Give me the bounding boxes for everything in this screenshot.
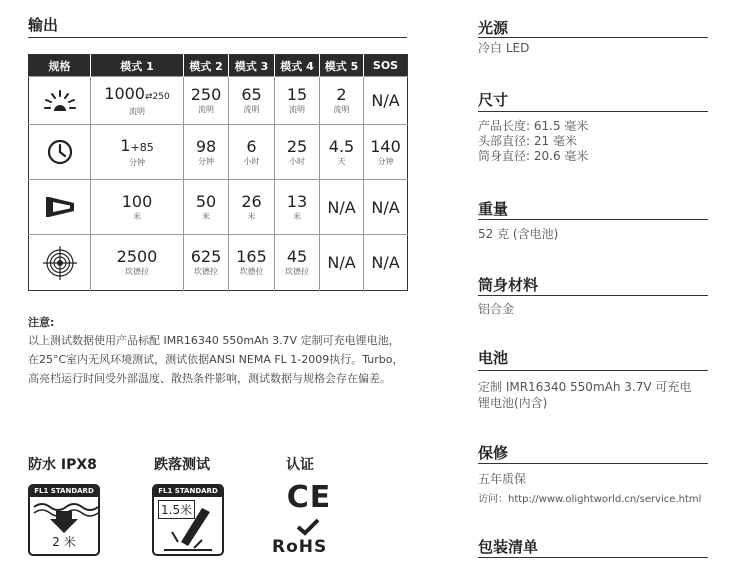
warranty-link[interactable]: 访问：http://www.olightworld.cn/service.html xyxy=(478,494,702,505)
header-sos: SOS xyxy=(364,55,408,77)
weight-title: 重量 xyxy=(478,200,509,218)
divider xyxy=(478,219,708,220)
divider xyxy=(478,557,708,558)
clock-icon xyxy=(29,125,91,180)
cell: 45 坎德拉 xyxy=(275,235,320,291)
header-mode-5: 模式 5 xyxy=(320,55,364,77)
divider xyxy=(478,111,708,112)
header-mode-1: 模式 1 xyxy=(91,55,184,77)
divider xyxy=(478,463,708,464)
table-row xyxy=(29,77,408,125)
header-mode-2: 模式 2 xyxy=(184,55,229,77)
waterproof-title: 防水 IPX8 xyxy=(28,457,97,473)
brightness-icon xyxy=(29,77,91,125)
header-mode-3: 模式 3 xyxy=(229,55,275,77)
table-row xyxy=(29,180,408,235)
drop-height: 1.5米 xyxy=(158,500,195,519)
table-header-row xyxy=(29,55,408,77)
waterproof-badge xyxy=(28,484,100,556)
size-head-diameter: 头部直径: 21 毫米 xyxy=(478,134,577,148)
material-value: 铝合金 xyxy=(478,302,515,316)
notes-title: 注意: xyxy=(28,316,55,329)
cell: 15 流明 xyxy=(275,77,320,125)
drop-badge-header: FL1 STANDARD xyxy=(154,486,222,497)
cell: 50 米 xyxy=(184,180,229,235)
cell: N/A xyxy=(364,235,408,291)
water-drop-icon xyxy=(30,497,98,535)
size-body-diameter: 筒身直径: 20.6 毫米 xyxy=(478,149,589,163)
divider xyxy=(478,370,708,371)
divider xyxy=(478,37,708,38)
cell: 6 小时 xyxy=(229,125,275,180)
material-title: 筒身材料 xyxy=(478,276,539,294)
cell: N/A xyxy=(364,180,408,235)
header-mode-4: 模式 4 xyxy=(275,55,320,77)
cell: 2500 坎德拉 xyxy=(91,235,184,291)
cell: 625 坎德拉 xyxy=(184,235,229,291)
cell: N/A xyxy=(364,77,408,125)
cell: 65 流明 xyxy=(229,77,275,125)
warranty-title: 保修 xyxy=(478,444,509,462)
light-source-title: 光源 xyxy=(478,19,509,37)
size-length: 产品长度: 61.5 毫米 xyxy=(478,119,589,133)
output-divider xyxy=(28,37,407,38)
package-title: 包装清单 xyxy=(478,538,539,556)
output-title: 输出 xyxy=(28,16,59,34)
beam-distance-icon xyxy=(29,180,91,235)
table-row xyxy=(29,235,408,291)
cell: 250 流明 xyxy=(184,77,229,125)
waterproof-badge-header: FL1 STANDARD xyxy=(30,486,98,497)
cell: N/A xyxy=(320,180,364,235)
drop-test-badge xyxy=(152,484,224,556)
cell: 1+85 分钟 xyxy=(91,125,184,180)
ce-mark-icon: CE xyxy=(286,480,332,515)
cell: N/A xyxy=(320,235,364,291)
cell: 25 小时 xyxy=(275,125,320,180)
divider xyxy=(478,295,708,296)
cell: 2 流明 xyxy=(320,77,364,125)
certification-title: 认证 xyxy=(286,457,314,473)
rohs-check-icon xyxy=(296,518,320,536)
size-title: 尺寸 xyxy=(478,91,509,109)
waterproof-depth: 2 米 xyxy=(52,535,76,549)
warranty-value: 五年质保 xyxy=(478,472,527,486)
rohs-mark: RoHS xyxy=(272,537,328,557)
battery-line-1: 定制 IMR16340 550mAh 3.7V 可充电 xyxy=(478,380,692,394)
output-table xyxy=(28,54,408,291)
light-source-value: 冷白 LED xyxy=(478,41,530,55)
drop-flashlight-icon xyxy=(154,498,222,556)
battery-line-2: 锂电池(内含) xyxy=(478,396,548,410)
notes-text: 以上测试数据使用产品标配 IMR16340 550mAh 3.7V 定制可充电锂电池，在25°C室内无风环境测试，测试依据ANSI NEMA FL 1-2009执行。Turbo，高亮档运行时间受外部温度、散热条件影响，测试数据与规格会存在偏差。 xyxy=(28,334,404,385)
intensity-target-icon xyxy=(29,235,91,291)
header-spec: 规格 xyxy=(29,55,91,77)
weight-value: 52 克 (含电池) xyxy=(478,227,559,241)
cell: 13 米 xyxy=(275,180,320,235)
cell: 1000⇄250 流明 xyxy=(91,77,184,125)
cell: 26 米 xyxy=(229,180,275,235)
cell: 100 米 xyxy=(91,180,184,235)
cell: 4.5 天 xyxy=(320,125,364,180)
cell: 98 分钟 xyxy=(184,125,229,180)
cell: 165 坎德拉 xyxy=(229,235,275,291)
table-row xyxy=(29,125,408,180)
drop-test-title: 跌落测试 xyxy=(154,457,210,473)
cell: 140 分钟 xyxy=(364,125,408,180)
battery-title: 电池 xyxy=(478,349,509,367)
